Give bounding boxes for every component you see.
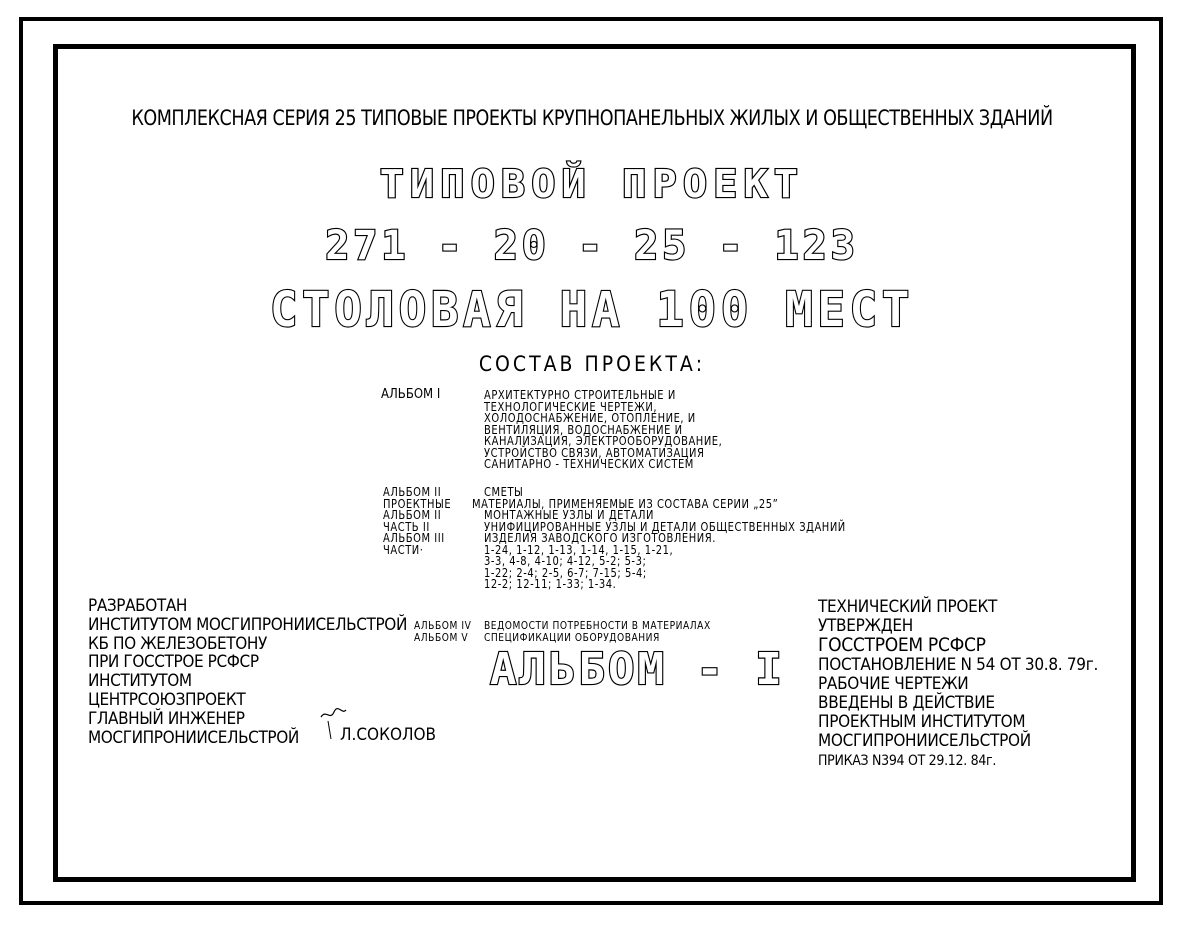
album-main-title: АЛЬБОМ - I xyxy=(490,644,785,695)
album2b-label: АЛЬБОМ II xyxy=(383,508,442,522)
developer-line: РАЗРАБОТАН xyxy=(88,596,187,616)
album45-texts xyxy=(484,620,711,644)
album2-text: СМЕТЫ xyxy=(484,485,524,499)
developer-line: КБ ПО ЖЕЛЕЗОБЕТОНУ xyxy=(88,633,267,654)
approval-line: ВВЕДЕНЫ В ДЕЙСТВИЕ xyxy=(818,693,995,714)
approval-line: РАБОЧИЕ ЧЕРТЕЖИ xyxy=(818,673,969,694)
album1-line: УСТРОЙСТВО СВЯЗИ, АВТОМАТИЗАЦИЯ xyxy=(484,445,705,460)
developer-line: ИНСТИТУТОМ МОСГИПРОНИИСЕЛЬСТРОЙ xyxy=(88,614,407,635)
developer-line: МОСГИПРОНИИСЕЛЬСТРОЙ xyxy=(88,727,299,748)
series-line: КОМПЛЕКСНАЯ СЕРИЯ 25 ТИПОВЫЕ ПРОЕКТЫ КРУПНОПАНЕЛЬНЫХ ЖИЛЫХ И ОБЩЕСТВЕННЫХ ЗДАНИЙ xyxy=(131,106,1053,130)
album5-label: АЛЬБОМ V xyxy=(414,631,469,644)
album1-line: АРХИТЕКТУРНО СТРОИТЕЛЬНЫЕ И xyxy=(484,388,676,402)
album4-label: АЛЬБОМ IV xyxy=(414,619,472,632)
title-building-name: СТОЛОВАЯ НА 100 МЕСТ xyxy=(269,282,915,338)
project-materials-label: ПРОЕКТНЫЕ xyxy=(383,496,452,511)
title-project-number: 271 - 20 - 25 - 123 xyxy=(325,223,859,269)
approval-line: ТЕХНИЧЕСКИЙ ПРОЕКТ xyxy=(818,597,998,617)
approval-line: МОСГИПРОНИИСЕЛЬСТРОЙ xyxy=(818,731,1031,752)
developer-line: ГЛАВНЫЙ ИНЖЕНЕР xyxy=(88,708,245,729)
album2b-text: МОНТАЖНЫЕ УЗЛЫ И ДЕТАЛИ xyxy=(484,508,654,522)
album1-description xyxy=(484,390,722,471)
approval-line: ПРИКАЗ N394 ОТ 29.12. 84г. xyxy=(818,752,997,769)
album1-line: КАНАЛИЗАЦИЯ, ЭЛЕКТРООБОРУДОВАНИЕ, xyxy=(484,434,723,448)
parts-line: 3-3, 4-8, 4-10; 4-12, 5-2; 5-3; xyxy=(484,554,647,568)
developer-line: ИНСТИТУТОМ xyxy=(88,671,192,692)
album2-label: АЛЬБОМ II xyxy=(383,485,442,499)
album-labels-column xyxy=(383,487,451,556)
approval-line: ПРОЕКТНЫМ ИНСТИТУТОМ xyxy=(818,712,1026,733)
part2-label: ЧАСТЬ II xyxy=(383,519,430,534)
composition-heading: СОСТАВ ПРОЕКТА: xyxy=(478,352,706,376)
album4-text: ВЕДОМОСТИ ПОТРЕБНОСТИ В МАТЕРИАЛАХ xyxy=(484,619,711,632)
album45-labels xyxy=(414,620,471,644)
approval-block xyxy=(818,598,1098,771)
album1-label: АЛЬБОМ I xyxy=(381,387,441,402)
title-project-type: ТИПОВОЙ ПРОЕКТ xyxy=(379,162,805,206)
album1-line: САНИТАРНО - ТЕХНИЧЕСКИХ СИСТЕМ xyxy=(484,457,694,471)
developer-line: ЦЕНТРСОЮЗПРОЕКТ xyxy=(88,689,246,710)
approval-line: ПОСТАНОВЛЕНИЕ N 54 ОТ 30.8. 79г. xyxy=(818,654,1099,675)
parts-label: ЧАСТИ· xyxy=(383,542,424,557)
album1-line: ХОЛОДОСНАБЖЕНИЕ, ОТОПЛЕНИЕ, И xyxy=(484,411,696,425)
album5-text: СПЕЦИФИКАЦИИ ОБОРУДОВАНИЯ xyxy=(484,631,660,644)
parts-line: 12-2; 12-11; 1-33; 1-34. xyxy=(484,577,617,591)
album3-text: ИЗДЕЛИЯ ЗАВОДСКОГО ИЗГОТОВЛЕНИЯ. xyxy=(484,531,716,545)
album3-label: АЛЬБОМ III xyxy=(383,531,445,545)
approval-line: УТВЕРЖДЕН xyxy=(818,616,913,637)
parts-line: 1-24, 1-12, 1-13, 1-14, 1-15, 1-21, xyxy=(484,542,674,557)
developer-line: ПРИ ГОССТРОЕ РСФСР xyxy=(88,652,259,673)
album1-line: ТЕХНОЛОГИЧЕСКИЕ ЧЕРТЕЖИ, xyxy=(484,399,658,414)
chief-engineer-name: Л.СОКОЛОВ xyxy=(340,725,437,745)
album-texts-column xyxy=(472,485,846,591)
part2-text: УНИФИЦИРОВАННЫЕ УЗЛЫ И ДЕТАЛИ ОБЩЕСТВЕННЫХ ЗДАНИЙ xyxy=(484,519,846,534)
approval-line: ГОССТРОЕМ РСФСР xyxy=(818,634,986,657)
album1-line: ВЕНТИЛЯЦИЯ, ВОДОСНАБЖЕНИЕ И xyxy=(484,422,683,437)
project-materials-text: МАТЕРИАЛЫ, ПРИМЕНЯЕМЫЕ ИЗ СОСТАВА СЕРИИ „25” xyxy=(472,496,779,511)
parts-line: 1-22; 2-4; 2-5, 6-7; 7-15; 5-4; xyxy=(484,565,647,580)
